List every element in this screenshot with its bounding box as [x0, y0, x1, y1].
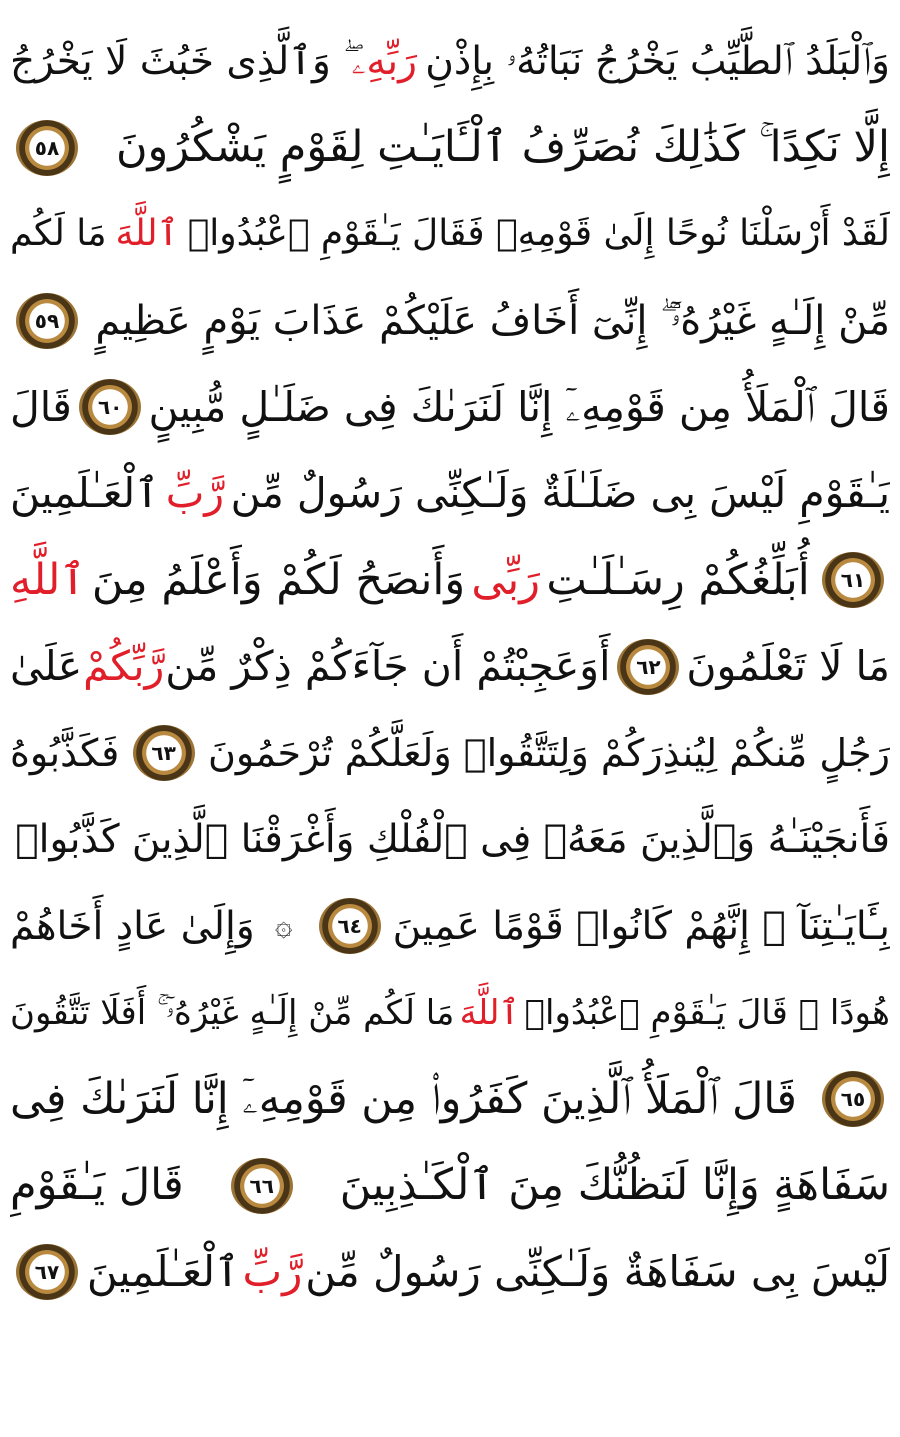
- verse-line: [10, 364, 890, 451]
- verse-text: يَـٰقَوْمِ لَيْسَ بِى ضَلَـٰلَةٌ وَلَـٰكِنِّى رَسُولٌ مِّن: [230, 469, 890, 518]
- verse-line: [10, 105, 890, 192]
- verse-line: [10, 797, 890, 884]
- verse-line: [10, 1056, 890, 1143]
- verse-text: قَالَ: [10, 382, 72, 431]
- verse-text: لَيْسَ بِى سَفَاهَةٌ وَلَـٰكِنِّى رَسُولٌ مِّن: [305, 1247, 890, 1297]
- verse-text: رَجُلٍ مِّنكُمْ لِيُنذِرَكُمْ وَلِتَتَّقُوا۟ وَلَعَلَّكُمْ تُرْحَمُونَ: [207, 731, 890, 776]
- ayah-number-marker: ٦٧: [16, 1244, 78, 1300]
- verse-text: وَٱلْبَلَدُ ٱلطَّيِّبُ يَخْرُجُ نَبَاتُهُۥ بِإِذْنِ: [425, 38, 890, 84]
- verse-text: مِّنْ إِلَـٰهٍ غَيْرُهُۥٓ ۖ إِنِّىٓ أَخَافُ عَلَيْكُمْ عَذَابَ يَوْمٍ عَظِيمٍ: [95, 297, 890, 344]
- divine-name-text: رَبِّى: [471, 554, 540, 605]
- verse-text: عَلَىٰ: [10, 642, 83, 691]
- ayah-number-marker: ٦٤: [319, 898, 381, 954]
- verse-text: قَالَ ٱلْمَلَأُ ٱلَّذِينَ كَفَرُوا۟ مِن قَوْمِهِۦٓ إِنَّا لَنَرَىٰكَ فِى: [10, 1073, 797, 1124]
- verse-text: فَأَنجَيْنَـٰهُ وَٱلَّذِينَ مَعَهُۥ فِى ٱلْفُلْكِ وَأَغْرَقْنَا ٱلَّذِينَ كَذَّبُوا۟: [15, 817, 890, 863]
- verse-text: لَقَدْ أَرْسَلْنَا نُوحًا إِلَىٰ قَوْمِهِۦ فَقَالَ يَـٰقَوْمِ ٱعْبُدُوا۟: [187, 213, 890, 255]
- verse-text: هُودًا ۗ قَالَ يَـٰقَوْمِ ٱعْبُدُوا۟: [524, 992, 890, 1033]
- verse-line: [10, 710, 890, 797]
- ayah-number-marker: ٦٢: [617, 639, 679, 695]
- verse-line: [10, 883, 890, 970]
- divine-name-text: رَبِّهِۦ: [351, 38, 417, 84]
- verse-text: وَأَنصَحُ لَكُمْ وَأَعْلَمُ مِنَ: [91, 554, 466, 605]
- verse-text: وَإِلَىٰ عَادٍ أَخَاهُمْ: [10, 903, 255, 949]
- hizb-marker-icon: ۞: [274, 908, 293, 944]
- ayah-number-marker: ٦٠: [79, 379, 141, 435]
- verse-text: ٱلْعَـٰلَمِينَ: [86, 1247, 240, 1297]
- verse-text: أُبَلِّغُكُمْ رِسَـٰلَـٰتِ: [546, 554, 810, 605]
- verse-text: قَالَ يَـٰقَوْمِ: [10, 1160, 184, 1211]
- verse-text: قَالَ ٱلْمَلَأُ مِن قَوْمِهِۦٓ إِنَّا لَنَرَىٰكَ فِى ضَلَـٰلٍ مُّبِينٍ: [148, 382, 890, 431]
- ayah-number-marker: ٦٥: [822, 1071, 884, 1127]
- verse-line: [10, 624, 890, 711]
- ayah-number-marker: ٦٦: [231, 1158, 293, 1214]
- divine-name-text: ٱللَّهِ: [10, 554, 86, 605]
- ayah-number-marker: ٥٩: [16, 293, 78, 349]
- verse-lines: [10, 18, 890, 1316]
- verse-line: [10, 451, 890, 538]
- ayah-number-marker: ٦٣: [133, 725, 195, 781]
- verse-line: [10, 278, 890, 365]
- verse-text: بِـَٔايَـٰتِنَآ ۚ إِنَّهُمْ كَانُوا۟ قَوْمًا عَمِينَ: [392, 903, 890, 949]
- verse-line: [10, 18, 890, 105]
- verse-text: ٱلْعَـٰلَمِينَ: [10, 469, 160, 518]
- ayah-number-marker: ٦١: [822, 552, 884, 608]
- verse-line: [10, 1143, 890, 1230]
- verse-text: مَا لَا تَعْلَمُونَ: [686, 642, 890, 691]
- verse-line: [10, 191, 890, 278]
- verse-text: أَوَعَجِبْتُمْ أَن جَآءَكُمْ ذِكْرٌ مِّن: [165, 642, 611, 691]
- verse-text: مَا لَكُم: [10, 213, 107, 255]
- divine-name-text: رَّبِّ: [242, 1247, 303, 1297]
- verse-text: مَا لَكُم مِّنْ إِلَـٰهٍ غَيْرُهُۥٓ ۚ أَفَلَا تَتَّقُونَ: [10, 992, 455, 1033]
- verse-text: ۖ وَٱلَّذِى خَبُثَ لَا يَخْرُجُ: [10, 38, 344, 84]
- divine-name-text: ٱللَّهَ: [115, 213, 179, 255]
- verse-line: [10, 1229, 890, 1316]
- verse-line: [10, 970, 890, 1057]
- verse-text: سَفَاهَةٍ وَإِنَّا لَنَظُنُّكَ مِنَ ٱلْكَـٰذِبِينَ: [339, 1160, 890, 1211]
- verse-text: فَكَذَّبُوهُ: [10, 731, 120, 776]
- verse-text: إِلَّا نَكِدًا ۚ كَذَٰلِكَ نُصَرِّفُ ٱلْـَٔايَـٰتِ لِقَوْمٍ يَشْكُرُونَ: [115, 122, 890, 173]
- ayah-number-marker: ٥٨: [16, 120, 78, 176]
- divine-name-text: ٱللَّهَ: [459, 992, 520, 1033]
- divine-name-text: رَّبِّكُمْ: [83, 642, 165, 691]
- divine-name-text: رَّبِّ: [165, 469, 225, 518]
- verse-line: [10, 537, 890, 624]
